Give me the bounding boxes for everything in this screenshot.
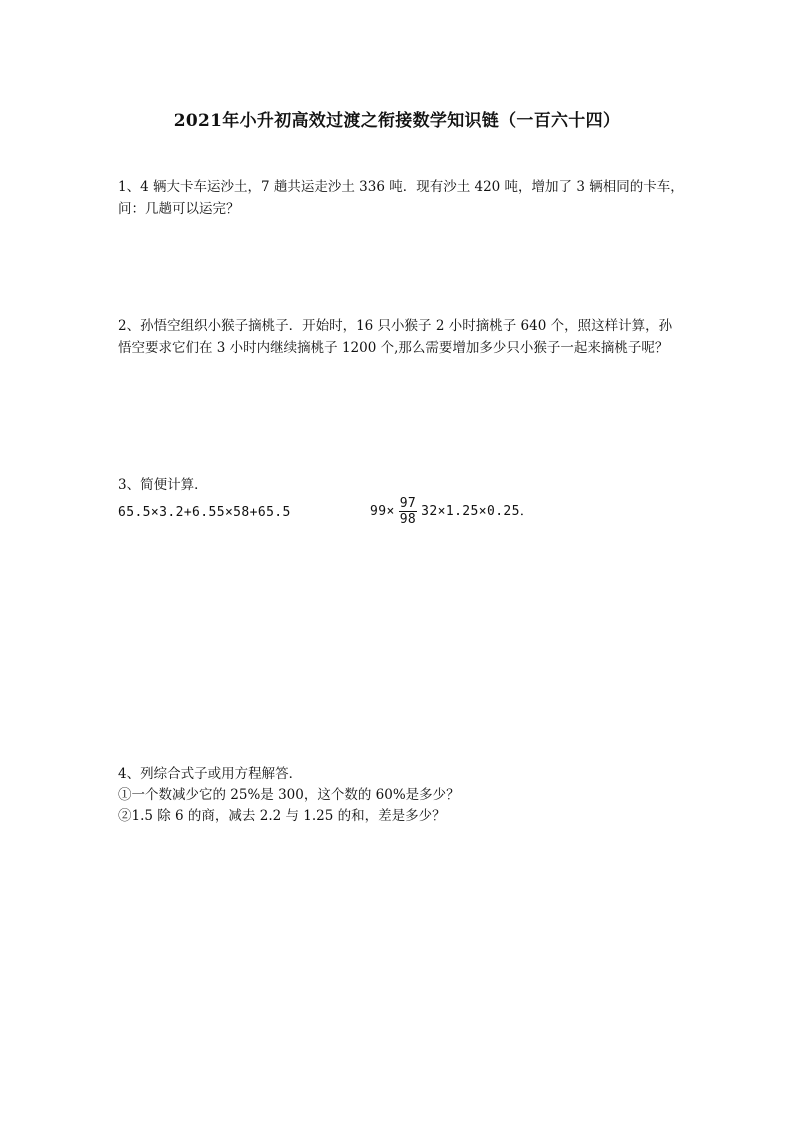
question-3-expression-1: 65.5×3.2+6.55×58+65.5 — [118, 505, 291, 520]
question-3-heading: 3、简便计算． — [118, 477, 208, 493]
fraction — [399, 496, 417, 527]
expression-2-prefix: 99× — [370, 504, 395, 519]
question-1-line-2: 问：几趟可以运完？ — [118, 201, 240, 217]
question-3-expression-2 — [370, 496, 533, 527]
question-4-heading: 4、列综合式子或用方程解答． — [118, 766, 303, 782]
question-1-line-1: 1、4 辆大卡车运沙土，7 趟共运走沙土 336 吨．现有沙土 420 吨，增加了 3 辆相同的卡车， — [118, 179, 684, 195]
fraction-denominator: 98 — [399, 512, 417, 527]
fraction-numerator: 97 — [399, 496, 417, 511]
expression-2-suffix: 32×1.25×0.25． — [421, 504, 534, 519]
page-title: 2021年小升初高效过渡之衔接数学知识链（一百六十四） — [173, 111, 621, 131]
question-4-sub-1: ①一个数减少它的 25%是 300，这个数的 60%是多少？ — [118, 787, 460, 803]
question-4-sub-2: ②1.5 除 6 的商，减去 2.2 与 1.25 的和，差是多少？ — [118, 808, 446, 824]
question-2-line-1: 2、孙悟空组织小猴子摘桃子．开始时，16 只小猴子 2 小时摘桃子 640 个，照这样计算，孙 — [118, 318, 673, 334]
question-2-line-2: 悟空要求它们在 3 小时内继续摘桃子 1200 个,那么需要增加多少只小猴子一起来摘桃子呢？ — [118, 340, 669, 356]
